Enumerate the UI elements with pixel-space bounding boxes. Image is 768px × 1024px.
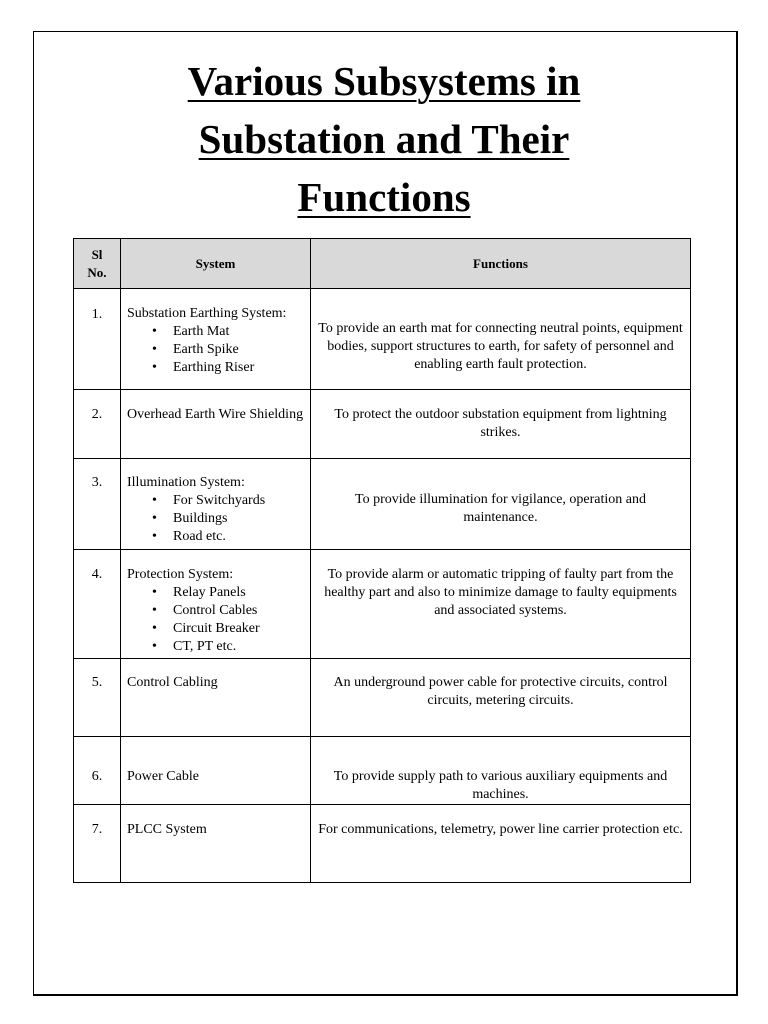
system-cell	[121, 289, 311, 390]
system-name: PLCC System	[127, 822, 207, 837]
row-number: 1.	[74, 289, 121, 390]
function-cell: An underground power cable for protective circuits, control circuits, metering circuits.	[311, 659, 691, 737]
header-sl-no: Sl No.	[74, 239, 121, 289]
function-cell: To provide illumination for vigilance, operation and maintenance.	[311, 459, 691, 550]
system-name: Overhead Earth Wire Shielding	[127, 407, 304, 422]
row-number: 6.	[74, 737, 121, 805]
page-title	[0, 52, 768, 226]
function-cell: For communications, telemetry, power line carrier protection etc.	[311, 805, 691, 883]
table-row	[74, 659, 691, 737]
list-item: • CT, PT etc.	[173, 638, 310, 656]
row-number: 2.	[74, 390, 121, 459]
system-cell	[121, 659, 311, 737]
system-items	[127, 323, 310, 377]
list-item: • Road etc.	[173, 528, 310, 546]
function-cell: To provide alarm or automatic tripping of faulty part from the healthy part and also to minimize damage to faulty equipments and associated systems.	[311, 550, 691, 659]
function-cell: To protect the outdoor substation equipment from lightning strikes.	[311, 390, 691, 459]
list-item: • Earthing Riser	[173, 359, 310, 377]
table-header-row	[74, 239, 691, 289]
table-row	[74, 390, 691, 459]
subsystems-table	[73, 238, 691, 883]
row-number: 5.	[74, 659, 121, 737]
system-name: Control Cabling	[127, 675, 218, 690]
system-name: Protection System:	[127, 567, 234, 582]
system-cell	[121, 390, 311, 459]
system-name: Power Cable	[127, 769, 199, 784]
system-name: Illumination System:	[127, 475, 245, 490]
system-cell	[121, 550, 311, 659]
list-item: • Circuit Breaker	[173, 620, 310, 638]
table-row	[74, 459, 691, 550]
list-item: • Earth Mat	[173, 323, 310, 341]
function-cell: To provide an earth mat for connecting neutral points, equipment bodies, support structures to earth, for safety of personnel and enabling earth fault protection.	[311, 289, 691, 390]
table-row	[74, 550, 691, 659]
header-system: System	[121, 239, 311, 289]
list-item: • For Switchyards	[173, 492, 310, 510]
table-row	[74, 805, 691, 883]
row-number: 7.	[74, 805, 121, 883]
system-items	[127, 492, 310, 546]
system-cell	[121, 805, 311, 883]
header-functions: Functions	[311, 239, 691, 289]
system-name: Substation Earthing System:	[127, 306, 287, 321]
system-items	[127, 584, 310, 656]
row-number: 3.	[74, 459, 121, 550]
title-line-2: Substation and Their	[198, 116, 570, 162]
list-item: • Earth Spike	[173, 341, 310, 359]
title-line-3: Functions	[297, 174, 471, 220]
system-cell	[121, 737, 311, 805]
function-cell: To provide supply path to various auxiliary equipments and machines.	[311, 737, 691, 805]
row-number: 4.	[74, 550, 121, 659]
title-line-1: Various Subsystems in	[187, 58, 581, 104]
table-row	[74, 737, 691, 805]
system-cell	[121, 459, 311, 550]
table-row	[74, 289, 691, 390]
list-item: • Control Cables	[173, 602, 310, 620]
list-item: • Buildings	[173, 510, 310, 528]
list-item: • Relay Panels	[173, 584, 310, 602]
